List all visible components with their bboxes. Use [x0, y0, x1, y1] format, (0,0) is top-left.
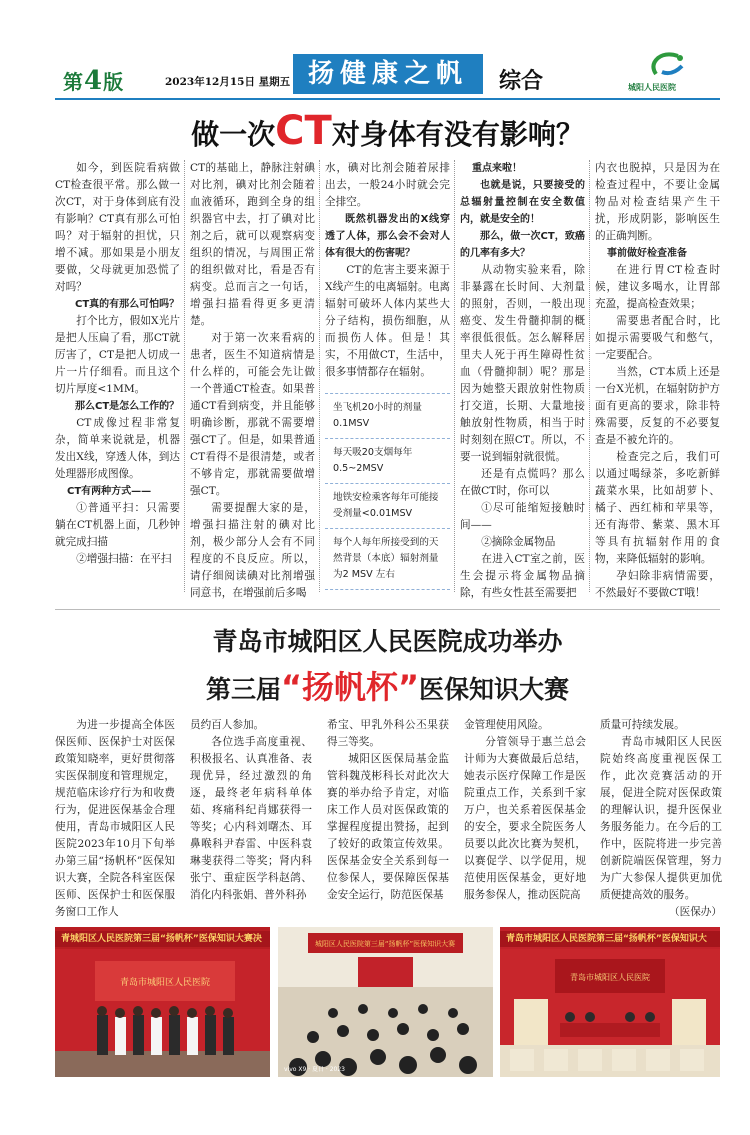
dose-item: 每个人每年所接受到的天然背景（本底）辐射剂量为2 MSV 左右 — [325, 528, 450, 590]
paragraph: 城阳区医保局基金监管科魏茂彬科长对此次大赛的举办给予肯定，对临床工作人员对医保政策的掌握程度提出赞扬，起到了较好的政策宣传效果。医保基金安全关系到每一位参保人，要保障医保基金安全运行，防范医保基 — [327, 753, 449, 901]
paragraph: ①尽可能缩短接触时间—— — [460, 502, 585, 531]
article2-column-4 — [464, 717, 586, 904]
award-group-illustration — [55, 927, 270, 1077]
paragraph: CT成像过程非常复杂，简单来说就是，机器发出X线，穿透人体，到达处理器形成图像。 — [55, 417, 180, 480]
subheading: 重点来啦！ — [472, 163, 522, 174]
masthead: 扬健康之帆 — [293, 54, 483, 94]
article-divider — [55, 609, 720, 610]
article2-title-pre: 第三届 — [205, 675, 281, 704]
hospital-emblem-icon — [648, 52, 688, 78]
photo-banner: 青城阳区人民医院第三届“扬帆杯”医保知识大赛决 — [55, 931, 270, 947]
article2-title-line1: 青岛市城阳区人民医院成功举办 — [212, 627, 563, 656]
article1-column-2 — [190, 160, 315, 602]
subheading: 既然机器发出的X线穿透了人体，那么会不会对人体有很大的伤害呢？ — [325, 214, 450, 259]
article2-column-3 — [327, 717, 449, 904]
article1-title-pre: 做一次 — [191, 118, 276, 151]
article1-title — [55, 108, 720, 154]
article1-title-ct: CT — [275, 108, 332, 154]
paragraph: 分管领导于惠兰总会计师为大赛做最后总结，她表示医疗保障工作是医院重点工作，关系到千家万户，也关系着医保基金的安全，要求全院医务人员要以此次比赛为契机，以赛促学、以学促用，规范使用医保基金，更好地服务参保人，推动医院高 — [464, 736, 586, 901]
issue-date: 2023年12月15日 星期五 — [165, 76, 291, 88]
paragraph: 需要患者配合时，比如提示需要吸气和憋气，一定要配合。 — [595, 315, 720, 361]
article2-column-1 — [55, 717, 175, 921]
photo-award-group — [55, 927, 270, 1077]
section-name: 综合 — [499, 69, 544, 94]
paragraph: 需要提醒大家的是，增强扫描注射的碘对比剂，极少部分人会有不同程度的不良反应。所以，请仔细阅读碘对比剂增强同意书，在增强前后多喝 — [190, 502, 315, 599]
article1-column-5 — [595, 160, 720, 602]
dose-item: 坐飞机20小时的剂量0.1MSV — [325, 393, 450, 438]
paragraph: 还是有点慌吗？那么在做CT时，你可以 — [460, 468, 585, 497]
paragraph: ①普通平扫：只需要躺在CT机器上面，几秒钟就完成扫描 — [55, 502, 180, 548]
paragraph: 对于第一次来看病的患者，医生不知道病情是什么样的，可能会先让做一个普通CT检查。如果普通CT看到病变，并且能够明确诊断，那就不需要增强CT了。但是，如果普通CT看得不是很清楚，或者不够肯定，那就需要做增强CT。 — [190, 332, 315, 497]
subheading: 那么，做一次CT，致癌的几率有多大？ — [460, 231, 585, 259]
column-divider — [184, 160, 185, 592]
paragraph: 各位选手高度重视、积极报名、认真准备、表现优异，经过激烈的角逐，最终老年病科单体茹、疼痛科纪肖娜获得一等奖；心内科刘曙杰、耳鼻喉科尹春雷、中医科袁琳斐获得二等奖；肾内科张宁、重症医学科赵鸽、消化内科张娟、普外科孙 — [190, 736, 312, 901]
paragraph: 在进入CT室之前，医生会提示将金属物品摘除，有些女性甚至需要把 — [460, 553, 585, 599]
subheading: 事前做好检查准备 — [607, 248, 687, 259]
paragraph: 孕妇除非病情需要，不然最好不要做CT哦！ — [595, 570, 720, 599]
dose-item: 每天吸20支烟每年0.5~2MSV — [325, 438, 450, 483]
article2-title-post: 医保知识大赛 — [419, 675, 570, 704]
paragraph: 内衣也脱掉，只是因为在检查过程中，不要让金属物品对检查结果产生干扰，形成阴影，影响医生的正确判断。 — [595, 162, 720, 242]
subheading: CT有两种方式—— — [67, 486, 152, 497]
photo-banner: 青岛市城阳区人民医院第三届“扬帆杯”医保知识大 — [500, 931, 720, 947]
page-number-suffix: 版 — [103, 70, 125, 94]
paragraph: 打个比方，假如X光片是把人压扁了看，那CT就厉害了，CT是把人切成一片一片仔细看。而且这个切片厚度<1MM。 — [55, 315, 180, 395]
stage-sign: 青岛市城阳区人民医院 — [570, 973, 650, 982]
paragraph: 当然，CT本质上还是一台X光机，在辐射防护方面有更高的要求，除非特殊需要，反复的不必要复查是不被允许的。 — [595, 366, 720, 446]
photo-audience-hall — [278, 927, 493, 1077]
contest-stage-illustration — [500, 927, 720, 1077]
paragraph: ②增强扫描：在平扫 — [76, 553, 172, 565]
paragraph: 员约百人参加。 — [190, 719, 265, 731]
paragraph: 水，碘对比剂会随着尿排出去，一般24小时就会完全排空。 — [325, 162, 450, 208]
paragraph: 检查完之后，我们可以通过喝绿茶，多吃新鲜蔬菜水果，比如胡萝卜、橘子、西红柿和苹果等，还有海带、紫菜、黑木耳等具有抗辐射作用的食物，来降低辐射的影响。 — [595, 451, 720, 565]
column-divider — [319, 160, 320, 592]
subheading: 那么CT是怎么工作的？ — [75, 401, 180, 412]
article1-column-4 — [460, 160, 585, 602]
article2-title-red: “扬帆杯” — [280, 668, 420, 706]
paragraph: 从动物实验来看，除非暴露在长时间、大剂量的照射，否则，一般出现癌变、发生骨髓抑制的概率很低很低。怎么解释居里夫人死于再生障碍性贫血（骨髓抑制）呢？那是因为她整天跟放射性物质打交道，长期、大量地接触放射性物质，相当于时时刻刻在照CT。所以，不要一说到辐射就很慌。 — [460, 264, 585, 463]
audience-hall-illustration — [278, 927, 493, 1077]
hospital-logo-name: 城阳人民医院 — [628, 83, 676, 92]
stage-sign: 青岛市城阳区人民医院 — [119, 978, 211, 988]
photo-contest-stage — [500, 927, 720, 1077]
paragraph: 金管理使用风险。 — [464, 719, 549, 731]
paragraph: CT的基础上，静脉注射碘对比剂，碘对比剂会随着血液循环，跑到全身的组织器官中去，打了碘对比剂之后，就可以观察病变组织的情况，与周围正常的组织做对比，看是否有病变。总而言之一句话，增强扫描看得更多更清楚。 — [190, 162, 315, 327]
paragraph: 质量可持续发展。 — [600, 719, 685, 731]
hospital-logo — [620, 52, 720, 96]
article1-title-post: 对身体有没有影响？ — [331, 118, 584, 151]
page-number-prefix: 第 — [63, 70, 84, 94]
article2-column-2 — [190, 717, 312, 904]
header-rule — [55, 98, 720, 100]
photo-banner: 城阳区人民医院第三届“扬帆杯”医保知识大赛 — [314, 940, 456, 948]
paragraph: 为进一步提高全体医保医师、医保护士对医保政策知晓率，更好贯彻落实医保制度和管理规定，规范临床诊疗行为和收费行为，促进医保基金合理使用，青岛市城阳区人民医院2023年10月下旬举办第三届“扬帆杯”医保知识大赛，全院各科室医保医师、医保护士和医保服务窗口工作人 — [55, 719, 175, 918]
paragraph: ②摘除金属物品 — [481, 536, 556, 548]
article-credit: （医保办） — [669, 906, 722, 918]
article2-title-line2 — [55, 662, 720, 708]
article2-column-5 — [600, 717, 722, 921]
column-divider — [454, 160, 455, 592]
paragraph: 青岛市城阳区人民医院始终高度重视医保工作，此次竞赛活动的开展，促进全院对医保政策的理解认识，提升医保业务服务能力。在今后的工作中，医院将进一步完善创新院端医保管理，努力为广大参保人提供更加优质便捷高效的服务。 — [600, 736, 722, 901]
radiation-dose-box — [325, 393, 450, 590]
paragraph: 如今，到医院看病做CT检查很平常。那么做一次CT，对于身体到底有没有影响？CT真有那么可怕吗？对于辐射的担忧，只增不减。那如果是小朋友要做，父母就更加恐慌了对吗？ — [55, 162, 180, 293]
page-number-value: 4 — [84, 66, 104, 96]
column-divider — [589, 160, 590, 592]
subheading: 也就是说，只要接受的总辐射量控制在安全数值内，就是安全的！ — [460, 180, 585, 225]
page-header — [55, 52, 720, 100]
subheading: CT真的有那么可怕吗？ — [75, 299, 180, 310]
paragraph: CT的危害主要来源于X线产生的电离辐射。电离辐射可破坏人体内某些大分子结构，损伤细胞，从而损伤人体。但是！其实，不用做CT，生活中，很多事情都存在辐射。 — [325, 264, 450, 378]
paragraph: 希宝、甲乳外科公丕果获得三等奖。 — [327, 719, 449, 748]
dose-item: 地铁安检乘客每年可能接受剂量<0.01MSV — [325, 483, 450, 528]
page-number — [63, 66, 124, 96]
article1-column-1 — [55, 160, 180, 568]
paragraph: 在进行胃CT检查时候，建议多喝水，让胃部充盈，提高检查效果； — [595, 264, 720, 310]
article1-column-3 — [325, 160, 450, 381]
camera-watermark: vivo X9 · 夏日 · 2023 — [284, 1066, 345, 1073]
